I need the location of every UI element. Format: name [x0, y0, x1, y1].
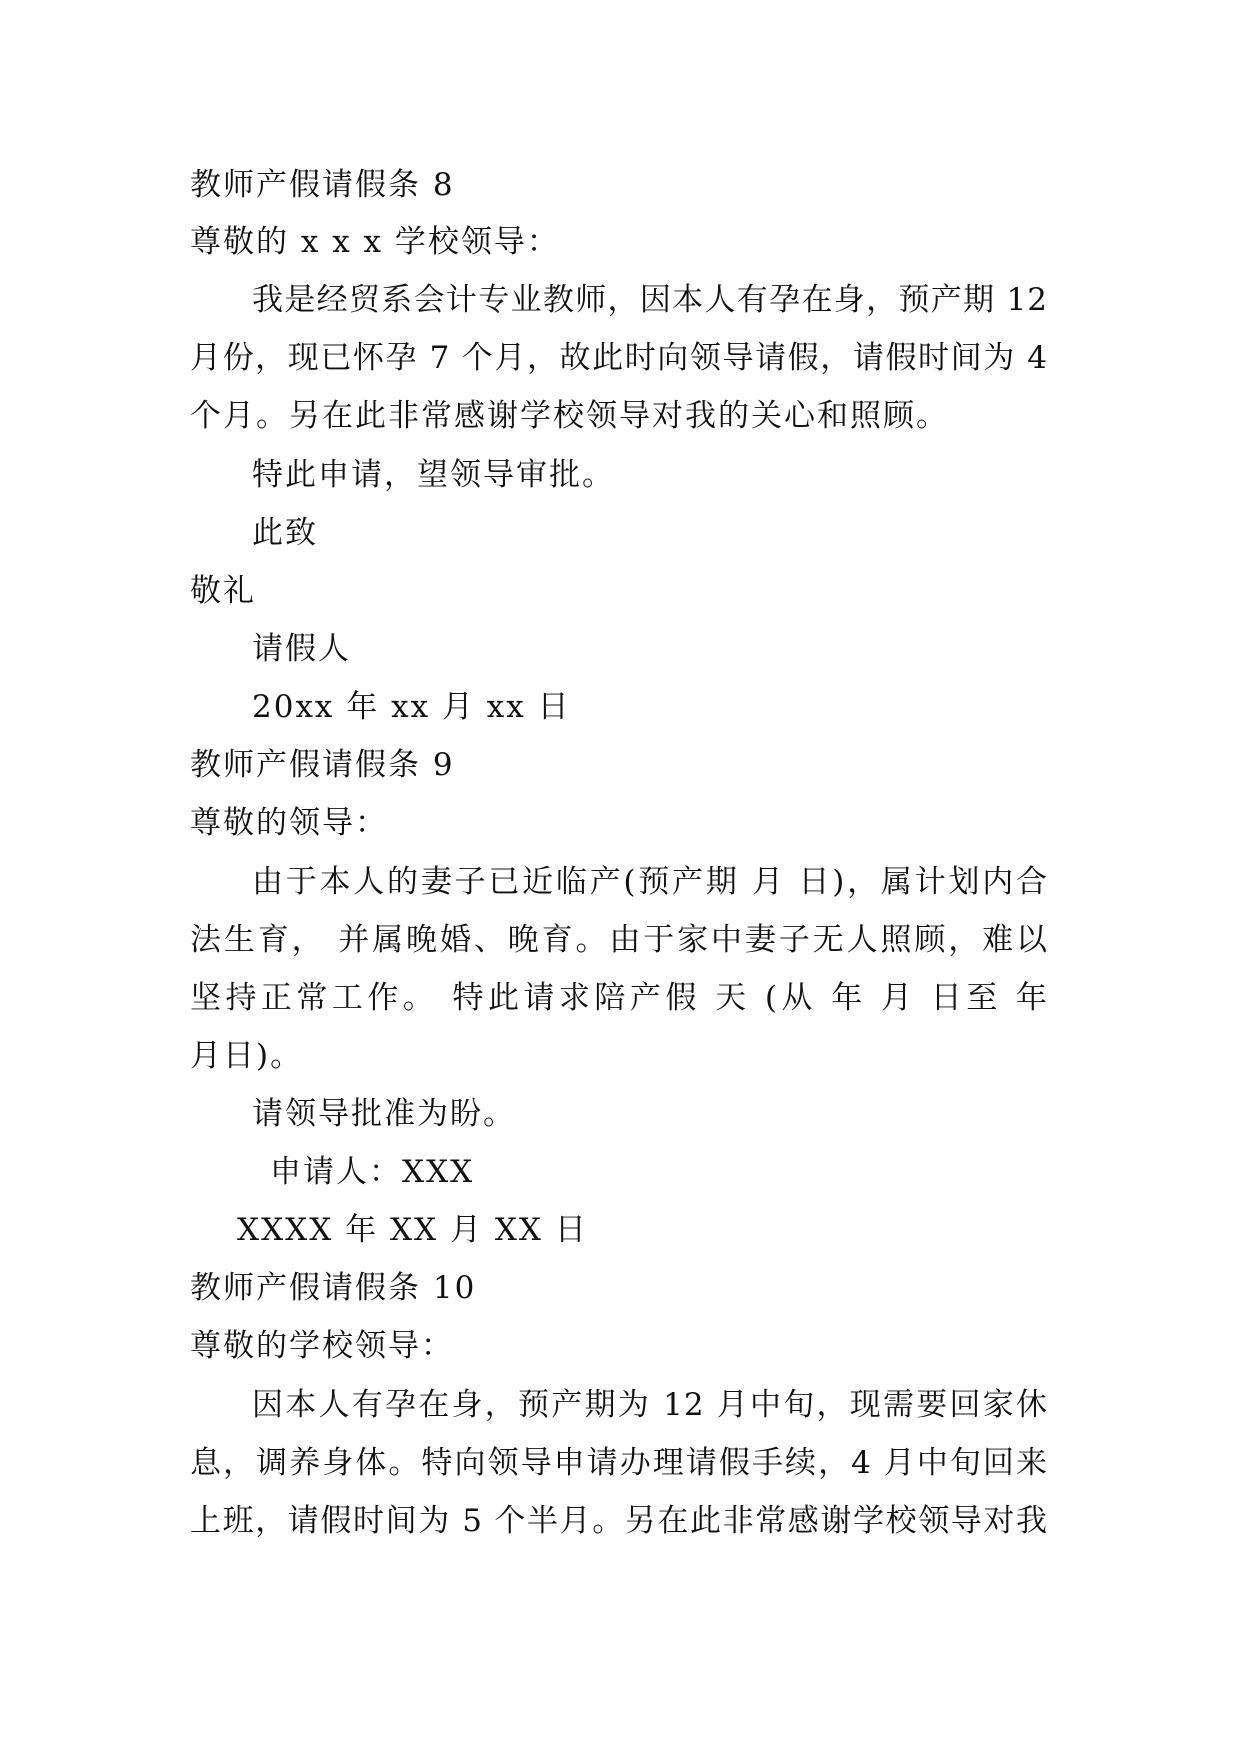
section-8-salutation: 尊敬的 x x x 学校领导： — [190, 224, 560, 260]
section-9-body-line-3: 坚持正常工作。 特此请求陪产假 天 (从 年 月 日至 年 — [190, 980, 1048, 1016]
section-9-body-line-2: 法生育， 并属晚婚、晚育。由于家中妻子无人照顾，难以 — [190, 922, 1048, 958]
section-8-date: 20xx 年 xx 月 xx 日 — [252, 689, 571, 725]
section-8-body-line-3: 个月。另在此非常感谢学校领导对我的关心和照顾。 — [190, 398, 949, 434]
section-9-body-line-1: 由于本人的妻子已近临产(预产期 月 日)，属计划内合 — [252, 864, 1048, 900]
section-9-date: XXXX 年 XX 月 XX 日 — [237, 1212, 588, 1248]
section-9-salutation: 尊敬的领导： — [190, 805, 388, 841]
section-8-title: 教师产假请假条 8 — [190, 167, 455, 203]
section-8-signer: 请假人 — [252, 631, 351, 667]
section-8-body-line-1: 我是经贸系会计专业教师，因本人有孕在身，预产期 12 — [252, 282, 1048, 318]
section-9-title: 教师产假请假条 9 — [190, 747, 455, 783]
section-10-body-line-2: 息，调养身体。特向领导申请办理请假手续，4 月中旬回来 — [190, 1445, 1048, 1481]
section-9-signer: 申请人：XXX — [270, 1154, 475, 1190]
section-8-closing-1: 此致 — [252, 515, 318, 551]
section-10-title: 教师产假请假条 10 — [190, 1270, 477, 1306]
section-10-body-line-3: 上班，请假时间为 5 个半月。另在此非常感谢学校领导对我 — [190, 1503, 1048, 1539]
section-9-request: 请领导批准为盼。 — [252, 1096, 516, 1132]
section-10-body-line-1: 因本人有孕在身，预产期为 12 月中旬，现需要回家休 — [252, 1387, 1048, 1423]
section-8-request: 特此申请，望领导审批。 — [252, 457, 615, 493]
section-8-closing-2: 敬礼 — [190, 573, 256, 609]
section-9-body-line-4: 月日)。 — [190, 1038, 304, 1074]
section-10-salutation: 尊敬的学校领导： — [190, 1328, 454, 1364]
section-8-body-line-2: 月份，现已怀孕 7 个月，故此时向领导请假，请假时间为 4 — [190, 340, 1048, 376]
